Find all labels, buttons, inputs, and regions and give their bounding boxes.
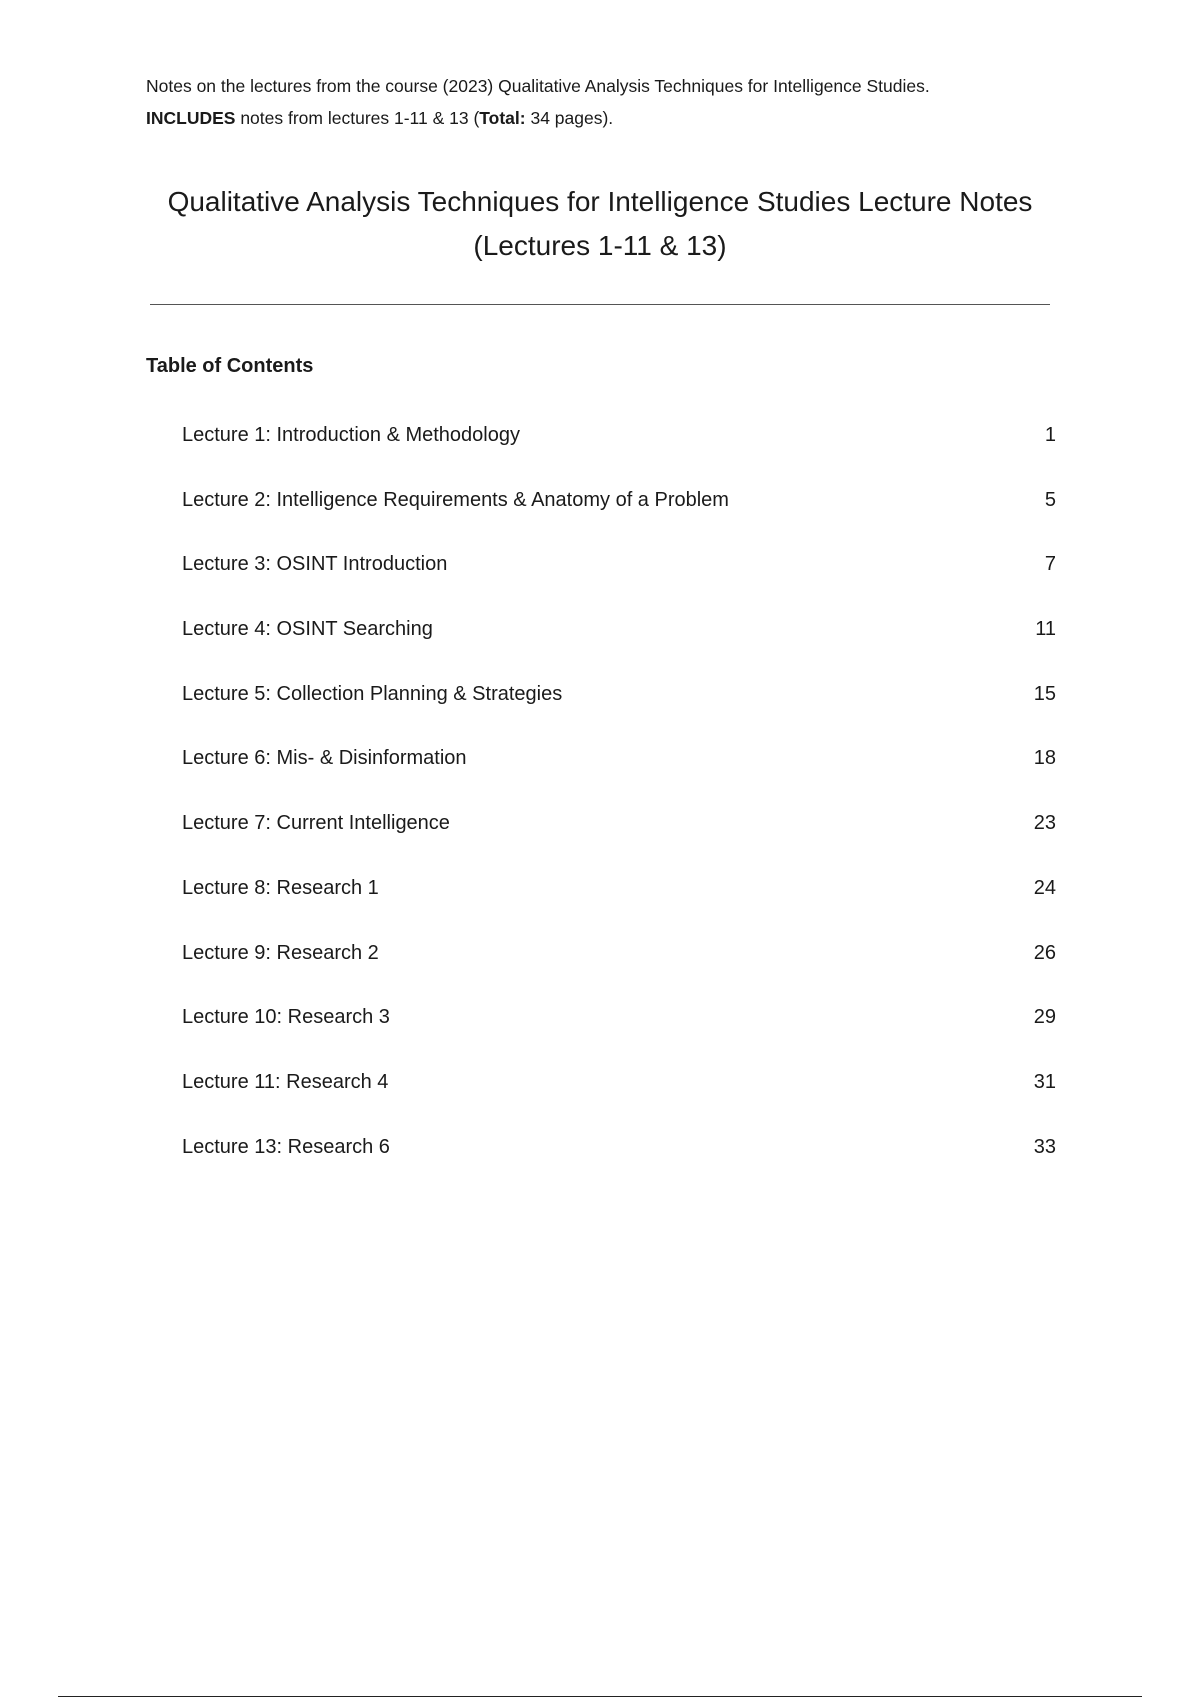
includes-label: INCLUDES — [146, 108, 236, 128]
toc-entry-page: 26 — [1033, 941, 1056, 964]
toc-entry-page: 18 — [1033, 747, 1056, 770]
page-bottom-rule — [58, 1696, 1142, 1697]
table-of-contents — [182, 415, 1056, 1191]
toc-entry-page: 7 — [1044, 553, 1056, 576]
toc-entry[interactable] — [182, 1062, 1056, 1102]
toc-entry-label: Lecture 8: Research 1 — [182, 876, 379, 899]
toc-entry-label: Lecture 2: Intelligence Requirements & Anatomy of a Problem — [182, 488, 729, 511]
toc-entry-label: Lecture 13: Research 6 — [182, 1135, 390, 1158]
toc-entry-label: Lecture 4: OSINT Searching — [182, 618, 433, 641]
toc-entry-label: Lecture 5: Collection Planning & Strategies — [182, 682, 563, 705]
toc-entry-page: 23 — [1033, 812, 1056, 835]
toc-entry[interactable] — [182, 868, 1056, 908]
toc-entry-label: Lecture 10: Research 3 — [182, 1006, 390, 1029]
toc-entry-page: 33 — [1033, 1135, 1056, 1158]
includes-text: notes from lectures 1-11 & 13 ( — [235, 108, 480, 128]
toc-entry[interactable] — [182, 738, 1056, 778]
toc-entry-page: 24 — [1033, 876, 1056, 899]
toc-entry-page: 11 — [1035, 618, 1056, 641]
intro-text — [146, 70, 1066, 134]
toc-entry[interactable] — [182, 803, 1056, 843]
title-line-1: Qualitative Analysis Techniques for Intelligence Studies Lecture Notes — [167, 186, 1033, 217]
toc-entry[interactable] — [182, 1127, 1056, 1167]
total-text: 34 pages). — [525, 108, 614, 128]
toc-entry-page: 1 — [1044, 424, 1056, 446]
toc-entry[interactable] — [182, 480, 1056, 520]
toc-entry-label: Lecture 9: Research 2 — [182, 941, 379, 964]
toc-entry-label: Lecture 7: Current Intelligence — [182, 812, 450, 835]
toc-entry-page: 15 — [1033, 682, 1056, 705]
toc-entry[interactable] — [182, 609, 1056, 649]
title-line-2: (Lectures 1-11 & 13) — [473, 230, 727, 261]
title-divider — [150, 304, 1050, 305]
toc-entry-page: 31 — [1033, 1070, 1056, 1093]
document-title — [130, 180, 1070, 268]
toc-entry-page: 5 — [1044, 488, 1056, 511]
intro-line-1: Notes on the lectures from the course (2023) Qualitative Analysis Techniques for Intelligence Studies. — [146, 76, 930, 96]
toc-entry-label: Lecture 6: Mis- & Disinformation — [182, 747, 467, 770]
toc-entry[interactable] — [182, 933, 1056, 973]
toc-entry[interactable] — [182, 544, 1056, 584]
toc-entry[interactable] — [182, 997, 1056, 1037]
toc-entry-label: Lecture 11: Research 4 — [182, 1070, 389, 1093]
toc-entry-page: 29 — [1033, 1006, 1056, 1029]
toc-entry[interactable] — [182, 415, 1056, 455]
toc-heading: Table of Contents — [146, 355, 314, 377]
toc-entry-label: Lecture 1: Introduction & Methodology — [182, 424, 520, 446]
toc-entry[interactable] — [182, 674, 1056, 714]
toc-entry-label: Lecture 3: OSINT Introduction — [182, 553, 448, 576]
total-label: Total: — [479, 108, 526, 128]
intro-line-2 — [146, 102, 1066, 134]
